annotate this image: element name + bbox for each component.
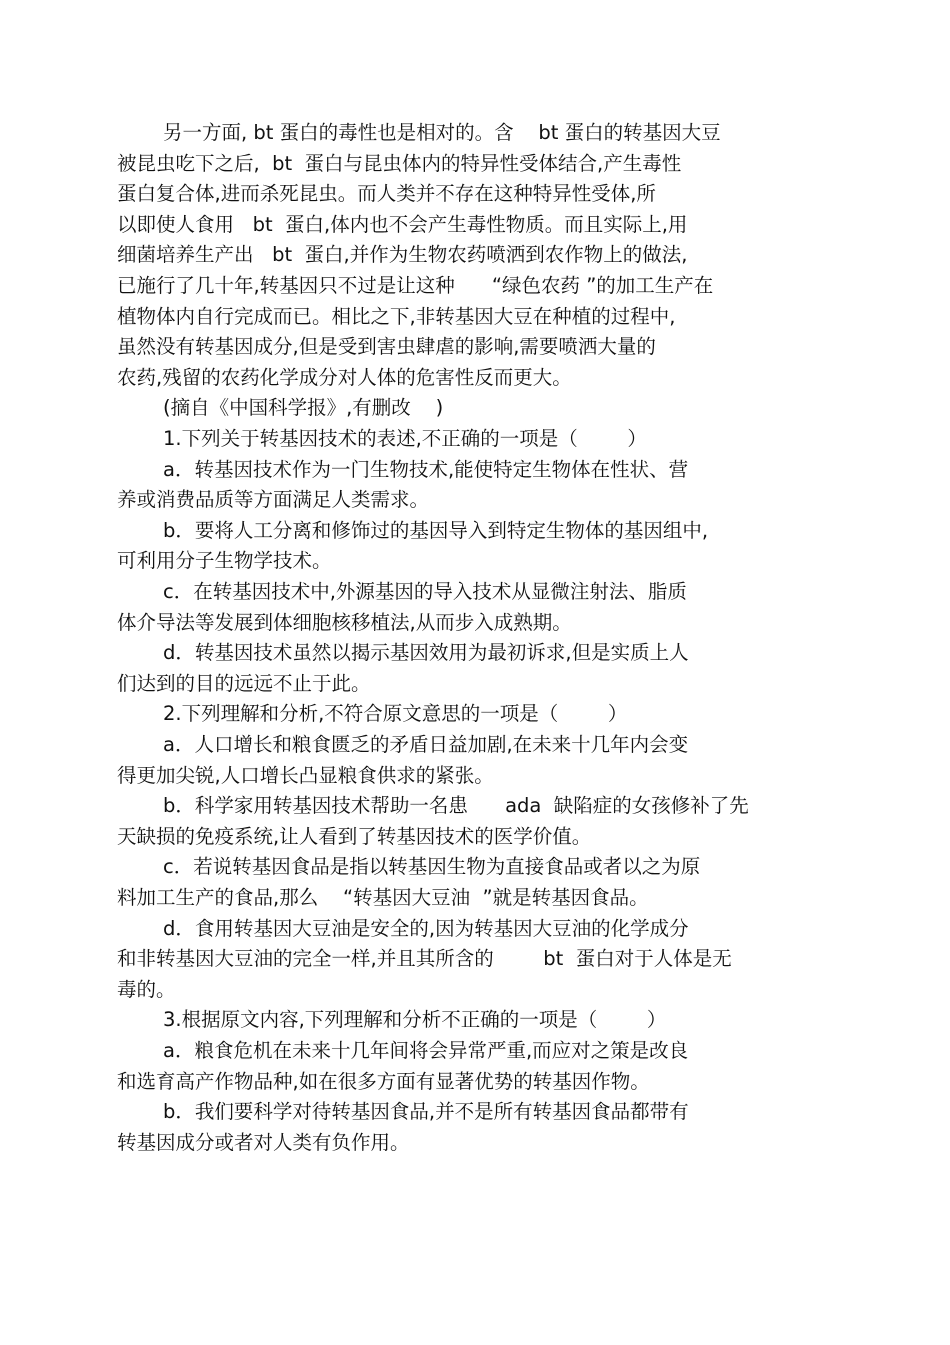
text-line: a．粮食危机在未来十几年间将会异常严重,而应对之策是改良 bbox=[163, 1039, 689, 1062]
text-line: b．我们要科学对待转基因食品,并不是所有转基因食品都带有 bbox=[163, 1100, 689, 1124]
text-line: 2.下列理解和分析,不符合原文意思的一项是（ ） bbox=[163, 702, 628, 726]
text-line: 转基因成分或者对人类有负作用。 bbox=[117, 1130, 410, 1154]
text-line: 另一方面, bt 蛋白的毒性也是相对的。含 bt 蛋白的转基因大豆 bbox=[163, 121, 721, 144]
text-line: 以即使人食用 bt 蛋白,体内也不会产生毒性物质。而且实际上,用 bbox=[117, 212, 688, 236]
text-line: 3.根据原文内容,下列理解和分析不正确的一项是（ ） bbox=[163, 1008, 667, 1032]
text-line: 体介导法等发展到体细胞核移植法,从而步入成熟期。 bbox=[117, 610, 572, 634]
text-line: b．科学家用转基因技术帮助一名患 ada 缺陷症的女孩修补了先 bbox=[163, 794, 749, 818]
text-line: a．人口增长和粮食匮乏的矛盾日益加剧,在未来十几年内会变 bbox=[163, 733, 689, 756]
text-line: c．在转基因技术中,外源基因的导入技术从显微注射法、脂质 bbox=[163, 580, 687, 603]
text-line: 细菌培养生产出 bt 蛋白,并作为生物农药喷洒到农作物上的做法, bbox=[117, 243, 688, 267]
text-line: 蛋白复合体,进而杀死昆虫。而人类并不存在这种特异性受体,所 bbox=[117, 182, 656, 206]
text-line: 1.下列关于转基因技术的表述,不正确的一项是（ ） bbox=[163, 427, 647, 450]
text-line: d．食用转基因大豆油是安全的,因为转基因大豆油的化学成分 bbox=[163, 916, 689, 940]
text-line: 料加工生产的食品,那么 “转基因大豆油 ”就是转基因食品。 bbox=[117, 886, 649, 909]
text-line: (摘自《中国科学报》,有删改 ) bbox=[163, 396, 444, 420]
text-line: 已施行了几十年,转基因只不过是让这种 “绿色农药 ”的加工生产在 bbox=[117, 274, 714, 297]
text-line: c．若说转基因食品是指以转基因生物为直接食品或者以之为原 bbox=[163, 855, 701, 879]
text-line: 农药,残留的农药化学成分对人体的危害性反而更大。 bbox=[117, 365, 572, 389]
text-line: d．转基因技术虽然以揭示基因效用为最初诉求,但是实质上人 bbox=[163, 641, 689, 665]
text-line: 毒的。 bbox=[117, 977, 176, 1001]
text-line: 天缺损的免疫系统,让人看到了转基因技术的医学价值。 bbox=[117, 824, 592, 848]
text-line: 可利用分子生物学技术。 bbox=[117, 549, 332, 573]
text-line: 被昆虫吃下之后, bt 蛋白与昆虫体内的特异性受体结合,产生毒性 bbox=[117, 151, 682, 175]
text-line: 得更加尖锐,人口增长凸显粮食供求的紧张。 bbox=[117, 763, 494, 787]
text-line: 虽然没有转基因成分,但是受到害虫肆虐的影响,需要喷洒大量的 bbox=[117, 335, 656, 359]
text-line: a．转基因技术作为一门生物技术,能使特定生物体在性状、营 bbox=[163, 457, 689, 481]
text-line: 植物体内自行完成而已。相比之下,非转基因大豆在种植的过程中, bbox=[117, 304, 676, 328]
text-line: 养或消费品质等方面满足人类需求。 bbox=[117, 488, 430, 512]
text-line: 和选育高产作物品种,如在很多方面有显著优势的转基因作物。 bbox=[117, 1069, 650, 1093]
text-line: 和非转基因大豆油的完全一样,并且其所含的 bt 蛋白对于人体是无 bbox=[117, 947, 732, 971]
text-line: b．要将人工分离和修饰过的基因导入到特定生物体的基因组中, bbox=[163, 518, 709, 542]
text-line: 们达到的目的远远不止于此。 bbox=[117, 671, 371, 695]
